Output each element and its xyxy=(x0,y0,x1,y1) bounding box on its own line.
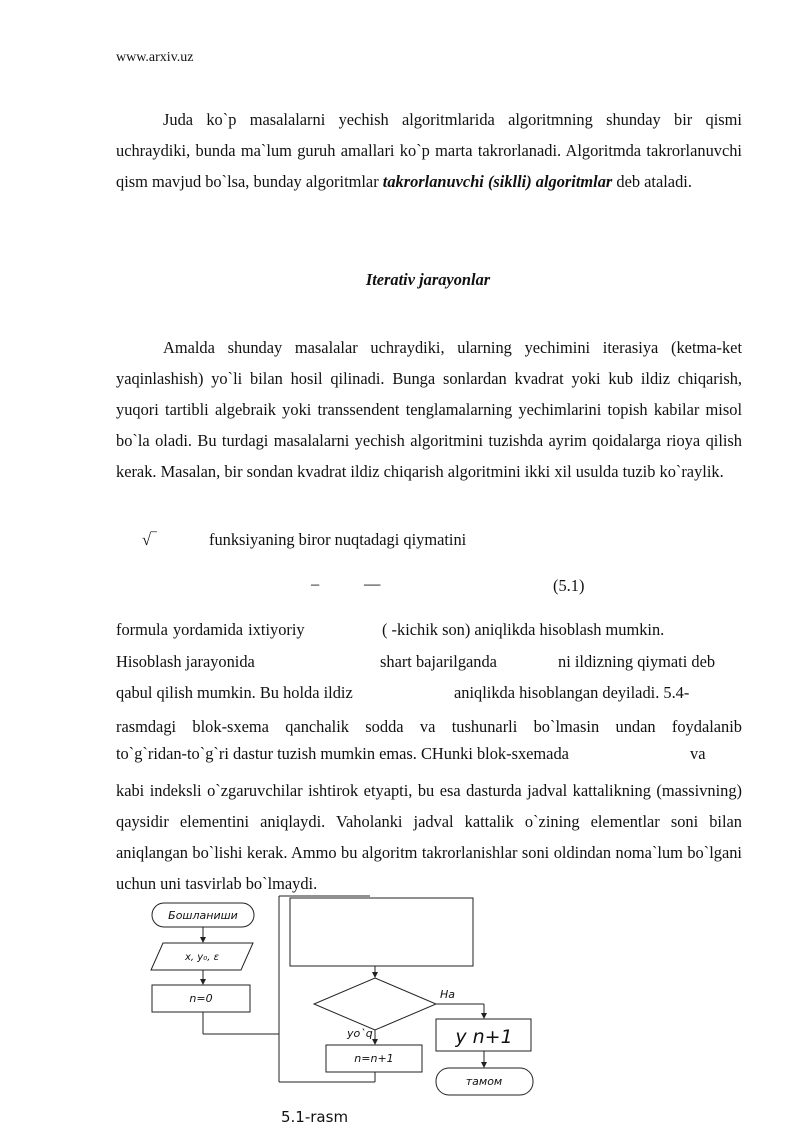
site-url: www.arxiv.uz xyxy=(116,50,194,65)
output-label: y n+1 xyxy=(455,1026,513,1048)
para2-line1-right: ( -kichik son) aniqlikda hisoblash mumkin. xyxy=(382,620,665,639)
para2-line4: rasmdagi blok-sxema qanchalik sodda va tushunarli bo`lmasin undan foydalanib xyxy=(116,717,742,736)
sqrt-symbol: √‾ xyxy=(142,530,157,549)
para2-rest: kabi indeksli o`zgaruvchilar ishtirok etyapti, bu esa dasturda jadval kattalikning (massivning) qaysidir elementini aniqlaydi. Vaholanki jadval kattalik o`zining elementlar soni bilan aniqlangan bo`lishi kerak. Ammo bu algoritm takrorlanishlar soni oldindan noma`lum bo`lgani uchun uni tasvirlab bo`lmaydi. xyxy=(116,781,742,893)
intro-emphasis: takrorlanuvchi (siklli) algoritmlar xyxy=(382,172,613,191)
intro-text-after: deb ataladi. xyxy=(612,172,692,191)
figure-caption: 5.1-rasm xyxy=(281,1108,349,1126)
init-label: n=0 xyxy=(189,992,213,1005)
para2-line3-b: aniqlikda hisoblangan deyiladi. 5.4- xyxy=(454,683,690,702)
formula-number: (5.1) xyxy=(553,576,585,595)
end-label: тамом xyxy=(465,1075,503,1088)
intro-text-before: Juda ko`p masalalarni yechish algoritmlarida algoritmning shunday bir qismi uchraydiki, bunda ma`lum guruh amallari ko`p marta takrorlanadi. Algoritmda takrorlanuvchi qism mavjud bo`lsa, bunday algoritmlar xyxy=(116,110,742,191)
body-paragraph: Amalda shunday masalalar uchraydiki, ularning yechimini iterasiya (ketma-ket yaqinlashish) yo`li bilan hosil qilinadi. Bunga sonlardan kvadrat yoki kub ildiz chiqarish, yuqori tartibli algebraik yoki transsendent tenglamalarning yechimlarini topish kabilar misol bo`la oladi. Bu turdagi masalalarni yechish algoritmini tuzishda ayrim qoidalarga rioya qilish kerak. Masalan, bir sondan kvadrat ildiz chiqarish algoritmini ikki xil usulda tuzib ko`raylik. xyxy=(116,338,742,481)
para2-line5-b: va xyxy=(690,744,706,763)
formula-symbol-2: — xyxy=(364,574,381,593)
para2-line5-a: to`g`ridan-to`g`ri dastur tuzish mumkin emas. CHunki blok-sxemada xyxy=(116,744,569,763)
para2-line2-c: ni ildizning qiymati deb xyxy=(558,652,716,671)
para2-line2-a: Hisoblash jarayonida xyxy=(116,652,255,671)
function-line-text: funksiyaning biror nuqtadagi qiymatini xyxy=(209,530,467,549)
no-label: yo`q xyxy=(347,1027,373,1040)
para2-line1-left: formula yordamida ixtiyoriy xyxy=(116,620,305,639)
input-label: x, y₀, ε xyxy=(185,952,219,963)
para2-line2-b: shart bajarilganda xyxy=(380,652,497,671)
increment-label: n=n+1 xyxy=(354,1052,394,1065)
para2-line3-a: qabul qilish mumkin. Bu holda ildiz xyxy=(116,683,353,702)
yes-label: Ha xyxy=(440,988,456,1001)
formula-symbol-1: – xyxy=(311,574,320,593)
start-label: Бошланиши xyxy=(168,909,238,922)
process-box xyxy=(290,898,473,966)
section-heading: Iterativ jarayonlar xyxy=(365,270,491,289)
decision-diamond xyxy=(314,978,436,1030)
